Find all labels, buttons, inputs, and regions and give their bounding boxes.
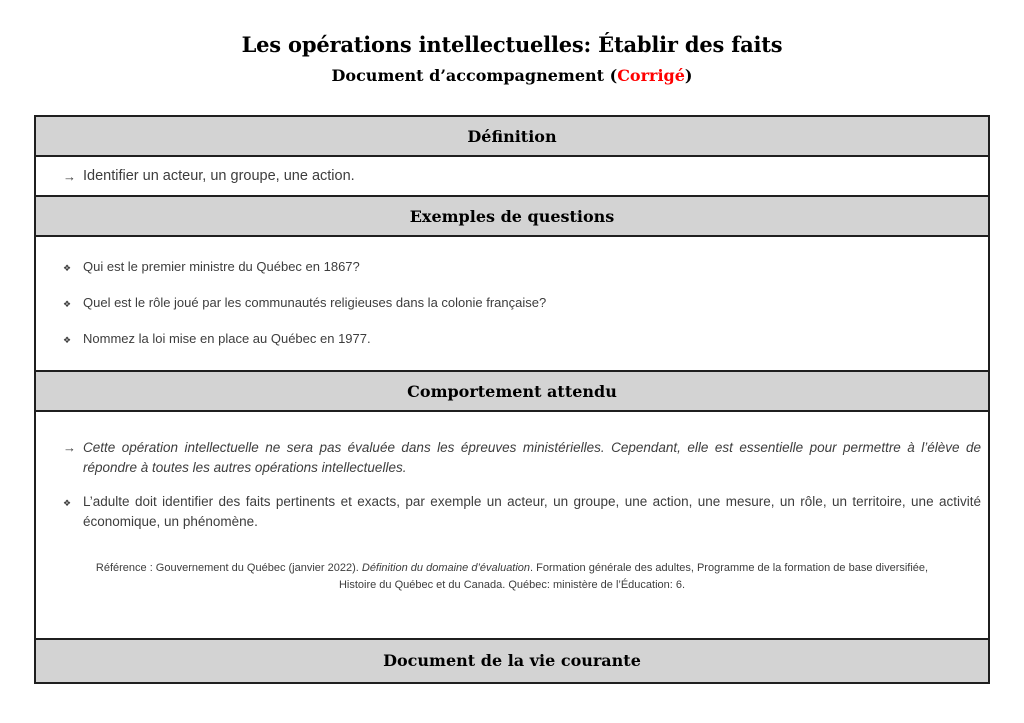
list-item	[36, 329, 988, 350]
diamond-bullet-icon: ❖	[63, 335, 72, 345]
document-header	[0, 0, 1024, 85]
list-item	[36, 293, 988, 314]
arrow-bullet-icon: →	[63, 168, 76, 184]
subtitle-corrige-highlight: Corrigé	[617, 66, 685, 85]
diamond-bullet-icon: ❖	[63, 263, 72, 273]
subtitle-prefix: Document d’accompagnement (	[331, 66, 618, 85]
reference-citation	[87, 560, 937, 594]
diamond-bullet-icon: ❖	[63, 498, 72, 508]
comportement-regular-text: L’adulte doit identifier des faits pertinents et exacts, par exemple un acteur, un groupe, une action, une mesure, un rôle, un territoire, une activité économique, un phénomène.	[83, 494, 981, 529]
section-body-exemples	[36, 237, 988, 372]
section-header-vie-courante: Document de la vie courante	[36, 640, 988, 682]
reference-suffix: . Formation générale des adultes, Programme de la formation de base diversifiée, Histoire du Québec et du Canada. Québec: ministère de l’Éducation: 6.	[338, 562, 929, 591]
question-text: Nommez la loi mise en place au Québec en 1977.	[83, 331, 371, 346]
arrow-bullet-icon: →	[63, 440, 76, 455]
reference-prefix: Référence : Gouvernement du Québec (janvier 2022).	[95, 562, 362, 574]
reference-work-title: Définition du domaine d’évaluation	[361, 562, 531, 574]
diamond-bullet-icon: ❖	[63, 299, 72, 309]
question-text: Quel est le rôle joué par les communautés religieuses dans la colonie française?	[83, 295, 547, 310]
section-header-comportement: Comportement attendu	[36, 372, 988, 412]
section-header-exemples: Exemples de questions	[36, 197, 988, 237]
page-subtitle	[0, 66, 1024, 85]
comportement-italic-text: Cette opération intellectuelle ne sera pas évaluée dans les épreuves ministérielles. Cependant, elle est essentielle pour permettre à l’élève de répondre à toutes les autres opérations intellectuelles.	[83, 440, 981, 475]
page-title: Les opérations intellectuelles: Établir des faits	[241, 32, 783, 57]
definition-text: Identifier un acteur, un groupe, une action.	[83, 168, 355, 184]
list-item	[36, 438, 988, 478]
question-text: Qui est le premier ministre du Québec en 1867?	[83, 259, 360, 274]
list-item	[36, 492, 988, 532]
section-body-comportement	[36, 412, 988, 640]
list-item	[36, 257, 988, 278]
section-header-definition: Définition	[36, 117, 988, 157]
document-table	[34, 115, 990, 684]
subtitle-suffix: )	[684, 66, 693, 85]
section-body-definition	[36, 157, 988, 197]
